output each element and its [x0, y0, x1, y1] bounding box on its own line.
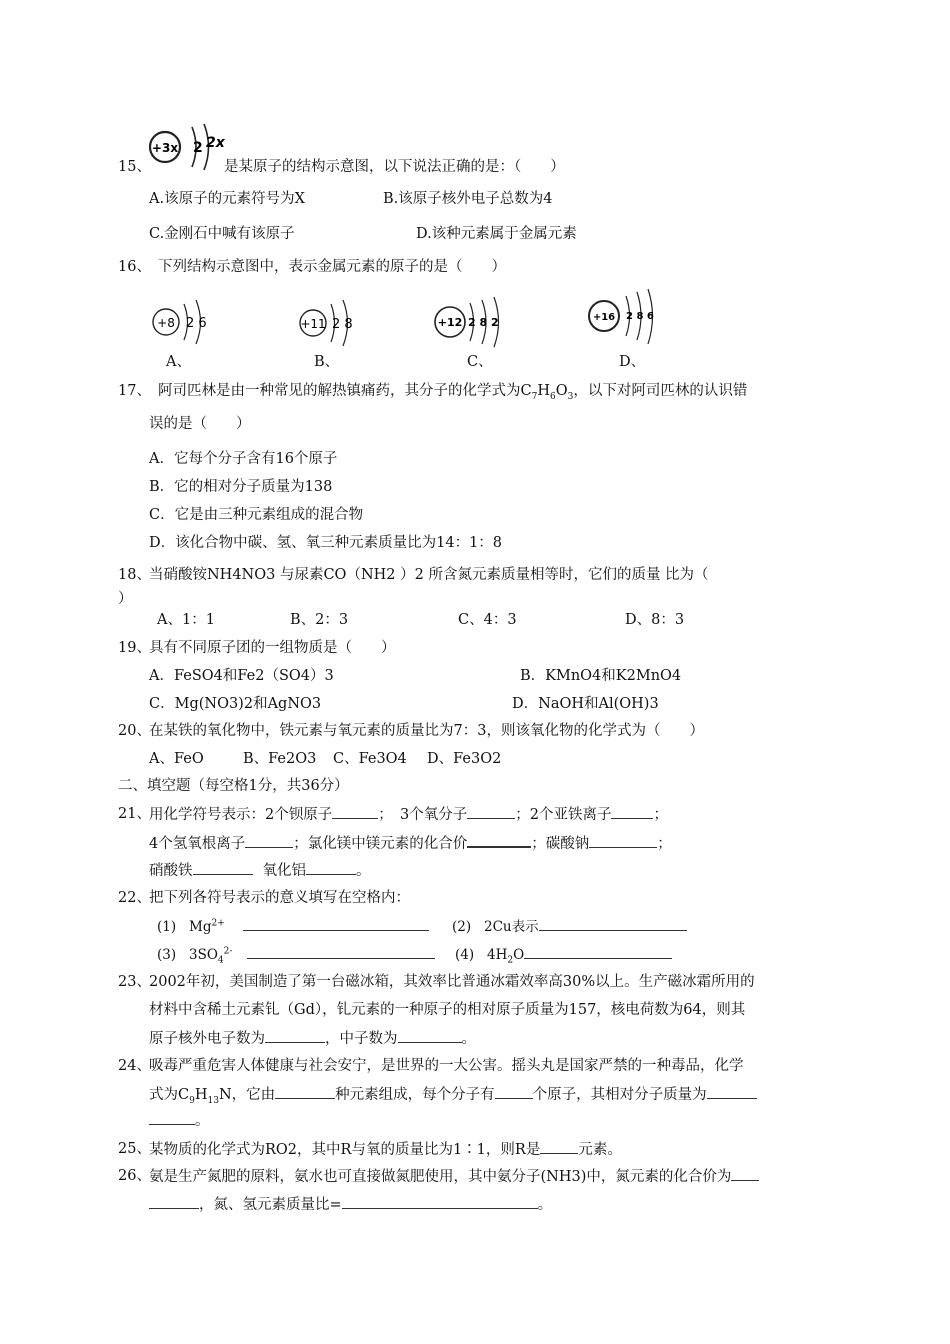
q23-line-1: 2002年初，美国制造了第一台磁冰箱，其效率比普通冰霜效率高30%以上。生产磁冰霜所用的: [149, 974, 755, 990]
q19-option-b: B．KMnO4和K2MnO4: [520, 668, 682, 684]
q23-blank-neutrons[interactable]: [398, 1028, 462, 1043]
q26-blank-ratio[interactable]: [342, 1194, 538, 1209]
q23-number: 23、: [118, 974, 151, 990]
q18-option-a: A、1：1: [157, 612, 215, 628]
q24-blank-elements[interactable]: [275, 1084, 335, 1099]
q22-item-1: (1) $Mg^{2+}$: [157, 916, 429, 937]
q21-number: 21、: [118, 806, 151, 822]
q17-option-b: B．它的相对分子质量为138: [149, 479, 333, 495]
q20-option-c: C、Fe3O4: [333, 751, 407, 767]
q25-stem: 某物质的化学式为RO2，其中R与氧的质量比为1∶1，则R是 元素。: [149, 1139, 622, 1160]
q17-stem-2: 误的是（ ）: [149, 416, 251, 432]
q19-stem: 具有不同原子团的一组物质是（ ）: [149, 640, 396, 656]
q22-item-4: (4) $4H_2O$: [455, 944, 672, 965]
q15-shell-1: 2: [193, 140, 203, 156]
q16-diagram-c: [430, 294, 512, 350]
q16-b-nucleus: +11: [300, 317, 326, 331]
q21-blank-ferric-nitrate[interactable]: [193, 860, 253, 875]
q17-stem: 阿司匹林是由一种常见的解热镇痛药，其分子的化学式为$C_7H_6O_3$，以下对阿司匹林的认识错: [158, 383, 748, 402]
q21-blank-aluminium-oxide[interactable]: [306, 860, 356, 875]
q25-blank[interactable]: [540, 1139, 578, 1154]
q19-option-a: A．FeSO4和Fe2（SO4）3: [149, 668, 334, 684]
q17-option-c: C．它是由三种元素组成的混合物: [149, 507, 364, 523]
q15-number: 15、: [118, 159, 151, 175]
q24-blank-mass[interactable]: [707, 1084, 757, 1099]
q22-blank-3[interactable]: [247, 944, 435, 959]
q26-number: 26、: [118, 1168, 151, 1184]
q16-diagram-b: [296, 296, 366, 350]
q16-diagram-d: [586, 288, 666, 348]
q26-blank-valence[interactable]: [731, 1166, 759, 1181]
q17-option-d: D．该化合物中碳、氢、氧三种元素质量比为14：1：8: [149, 535, 503, 551]
q18-number: 18、: [118, 567, 151, 583]
q16-a-shells: 2 6: [186, 316, 207, 331]
q16-d-shells: 2 8 6: [626, 311, 654, 322]
section-2-heading: 二、填空题（每空格1分，共36分）: [118, 778, 349, 794]
q16-number: 16、: [118, 259, 151, 275]
q16-b-shells: 2 8: [332, 317, 353, 332]
q22-item-2: (2) 2Cu表示: [452, 916, 687, 937]
q15-option-b: B.该原子核外电子总数为4: [383, 191, 553, 207]
q24-blank-atoms[interactable]: [495, 1084, 533, 1099]
q21-blank-valence[interactable]: [467, 832, 531, 848]
q21-line-2: 4个氢氧根离子 ；氯化镁中镁元素的化合价 ；碳酸钠 ；: [149, 832, 672, 854]
q15-option-c: C.金刚石中喊有该原子: [149, 226, 295, 242]
q15-option-a: A.该原子的元素符号为X: [149, 191, 305, 207]
q19-option-d: D．NaOH和Al(OH)3: [512, 696, 659, 712]
q20-option-a: A、FeO: [149, 751, 204, 767]
q21-line-3: 硝酸铁 氧化铝 。: [149, 860, 371, 881]
q21-blank-ferrous[interactable]: [611, 804, 653, 819]
q22-blank-4[interactable]: [524, 944, 672, 959]
q16-label-d: D、: [619, 354, 646, 370]
q16-c-shells: 2 8 2: [468, 316, 499, 329]
q22-stem: 把下列各符号表示的意义填写在空格内：: [149, 890, 410, 906]
q16-a-nucleus: +8: [157, 316, 175, 330]
q22-number: 22、: [118, 890, 151, 906]
q16-label-b: B、: [314, 354, 340, 370]
q21-blank-oxygen[interactable]: [467, 804, 515, 819]
q26-line-2: ，氮、氢元素质量比= 。: [149, 1194, 552, 1215]
q22-blank-1[interactable]: [243, 916, 429, 931]
q16-label-a: A、: [166, 354, 191, 370]
q18-option-b: B、2：3: [290, 612, 349, 628]
q20-stem: 在某铁的氧化物中，铁元素与氧元素的质量比为7：3，则该氧化物的化学式为（ ）: [149, 723, 704, 739]
q24-line-1: 吸毒严重危害人体健康与社会安宁，是世界的一大公害。摇头丸是国家严禁的一种毒品，化学: [149, 1058, 744, 1074]
q24-line-3: 。: [149, 1110, 210, 1131]
q24-blank-mass-cont[interactable]: [149, 1110, 195, 1125]
q16-label-c: C、: [467, 354, 493, 370]
q15-atom-diagram: [146, 121, 226, 171]
q20-option-d: D、Fe3O2: [427, 751, 502, 767]
q15-nucleus: +3x: [151, 141, 179, 155]
q19-number: 19、: [118, 640, 151, 656]
q21-blank-barium[interactable]: [332, 804, 378, 819]
q21-blank-sodium-carbonate[interactable]: [589, 833, 657, 848]
q20-option-b: B、Fe2O3: [243, 751, 317, 767]
q25-number: 25、: [118, 1141, 151, 1157]
q17-number: 17、: [118, 383, 151, 399]
q22-item-3: (3) $3SO_4^{2-}$: [157, 944, 435, 965]
q26-blank-valence-cont[interactable]: [149, 1194, 199, 1209]
q23-blank-electrons[interactable]: [265, 1028, 325, 1043]
q24-line-2: 式为$C_9H_{13}N$，它由 种元素组成，每个分子有 个原子，其相对分子质量为: [149, 1084, 757, 1105]
q18-option-d: D、8：3: [625, 612, 685, 628]
q16-diagram-a: [150, 296, 220, 350]
q21-blank-hydroxide[interactable]: [245, 833, 293, 848]
q26-line-1: 氨是生产氮肥的原料，氨水也可直接做氮肥使用，其中氨分子(NH3)中，氮元素的化合价为: [149, 1166, 759, 1187]
q15-shell-2: 2x: [206, 135, 225, 151]
q23-line-2: 材料中含稀土元素钆（Gd），钆元素的一种原子的相对原子质量为157，核电荷数为64，则其: [149, 1002, 746, 1018]
q16-c-nucleus: +12: [437, 316, 463, 329]
q18-stem-2: ）: [118, 591, 133, 607]
q15-stem: 是某原子的结构示意图，以下说法正确的是：（ ）: [224, 159, 565, 175]
q19-option-c: C．Mg(NO3)2和AgNO3: [149, 696, 322, 712]
q21-line-1: 用化学符号表示：2个钡原子 ； 3个氧分子 ；2个亚铁离子 ；: [149, 804, 668, 825]
q24-number: 24、: [118, 1058, 151, 1074]
q17-option-a: A．它每个分子含有16个原子: [149, 451, 338, 467]
q23-line-3: 原子核外电子数为 ，中子数为 。: [149, 1028, 476, 1049]
q16-d-nucleus: +16: [592, 312, 616, 323]
q16-stem: 下列结构示意图中，表示金属元素的原子的是（ ）: [158, 259, 506, 275]
q18-stem: 当硝酸铵NH4NO3 与尿素CO（NH2 ）2 所含氮元素质量相等时，它们的质量 比为（: [149, 567, 709, 583]
q18-option-c: C、4：3: [458, 612, 517, 628]
q15-option-d: D.该种元素属于金属元素: [416, 226, 577, 242]
q20-number: 20、: [118, 723, 151, 739]
q22-blank-2[interactable]: [539, 916, 687, 931]
